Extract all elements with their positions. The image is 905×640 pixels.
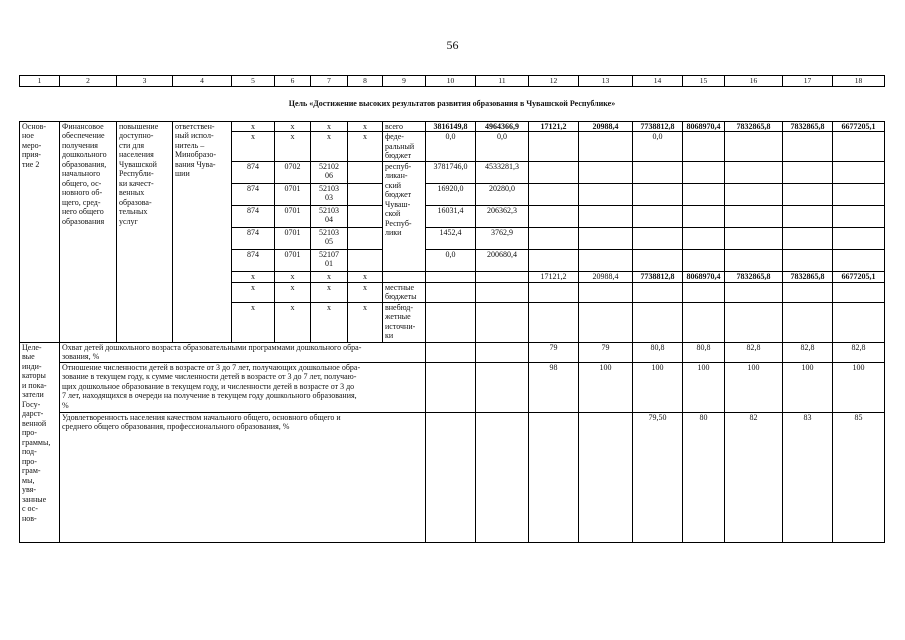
finance-cell [725,183,783,205]
finance-cell [529,205,579,227]
finance-cell [579,205,633,227]
finance-cell: x [275,271,311,282]
finance-cell: 6677205,1 [833,271,885,282]
finance-cell: 7832865,8 [725,271,783,282]
column-number: 16 [725,76,783,87]
finance-cell [633,161,683,183]
finance-cell [683,249,725,271]
finance-cell: 52103 05 [311,227,348,249]
column-number: 12 [529,76,579,87]
finance-cell [633,183,683,205]
indicators-label: Целе- вые инди- каторы и пока- затели Госу- дарст- венной про- граммы, под- про- грам- мы, увя- занные с ос- нов- [20,342,60,542]
finance-cell: x [348,282,383,302]
indicator-cell: 82,8 [725,342,783,362]
indicator-cell: 79 [579,342,633,362]
finance-cell [529,161,579,183]
finance-cell [529,132,579,162]
finance-cell: x [275,282,311,302]
finance-cell: x [311,132,348,162]
finance-cell [833,183,885,205]
finance-cell: 20988,4 [579,121,633,132]
finance-cell: 0,0 [476,132,529,162]
finance-cell: 3762,9 [476,227,529,249]
column-number: 8 [348,76,383,87]
finance-cell: 7832865,8 [783,271,833,282]
finance-cell [426,302,476,342]
finance-cell [833,132,885,162]
finance-cell: 52103 03 [311,183,348,205]
finance-cell [783,227,833,249]
finance-cell [633,227,683,249]
indicator-cell [529,412,579,542]
finance-cell [683,282,725,302]
finance-cell: 7832865,8 [783,121,833,132]
indicator-cell [476,412,529,542]
finance-cell: 874 [232,227,275,249]
finance-cell: x [232,271,275,282]
indicator-cell: 80,8 [633,342,683,362]
finance-cell: 200680,4 [476,249,529,271]
finance-cell [725,161,783,183]
finance-cell [579,132,633,162]
finance-cell: 7832865,8 [725,121,783,132]
finance-cell [579,249,633,271]
finance-cell [529,282,579,302]
main-event-name: Финансовое обеспечение получения дошкольного образования, начального общего, ос- новного об- щего, сред- него общего образования [60,121,117,342]
finance-cell: 3816149,8 [426,121,476,132]
finance-cell [725,205,783,227]
finance-cell: 17121,2 [529,271,579,282]
finance-cell [579,302,633,342]
finance-cell [725,227,783,249]
indicator-cell: 79,50 [633,412,683,542]
finance-cell [348,161,383,183]
finance-cell [725,132,783,162]
finance-row [20,121,885,132]
indicator-cell: 100 [783,362,833,412]
finance-cell [833,205,885,227]
finance-cell: 0,0 [633,132,683,162]
column-number-row [20,76,885,87]
indicator-cell: 82 [725,412,783,542]
finance-cell [683,227,725,249]
finance-cell [579,183,633,205]
column-number: 17 [783,76,833,87]
finance-cell [426,271,476,282]
source-extra: внебюд- жетные источни- ки [383,302,426,342]
finance-cell [579,161,633,183]
finance-cell: x [232,282,275,302]
finance-cell [833,302,885,342]
finance-cell: 0701 [275,183,311,205]
column-number: 2 [60,76,117,87]
finance-cell [683,302,725,342]
source-republic: респуб- ликан- ский бюджет Чуваш- ской Респуб- лики [383,161,426,271]
finance-cell: 16031,4 [426,205,476,227]
goal-title: Цель «Достижение высоких результатов развития образования в Чувашской Республике» [288,98,616,108]
column-number: 13 [579,76,633,87]
indicator-cell: 100 [683,362,725,412]
indicator-row [20,362,885,412]
finance-cell [529,227,579,249]
program-table [19,75,885,543]
finance-cell [833,282,885,302]
column-number: 18 [833,76,885,87]
finance-cell: 7738812,8 [633,271,683,282]
indicator-cell [579,412,633,542]
finance-cell: x [275,302,311,342]
finance-cell: 8068970,4 [683,121,725,132]
finance-cell [725,302,783,342]
indicator-cell: 100 [579,362,633,412]
indicator-cell [426,342,476,362]
main-event-goal: повышение доступно- сти для населения Чувашской Республи- ки качест- венных образова- тельных услуг [117,121,173,342]
finance-cell: 874 [232,249,275,271]
finance-cell [579,282,633,302]
finance-cell: 20988,4 [579,271,633,282]
indicator-row [20,412,885,542]
column-number: 5 [232,76,275,87]
finance-cell [683,205,725,227]
finance-cell: x [232,121,275,132]
finance-cell: 6677205,1 [833,121,885,132]
finance-cell: 52107 01 [311,249,348,271]
finance-cell [348,205,383,227]
main-event-label: Основ- ное меро- прия- тие 2 [20,121,60,342]
page-number: 56 [446,38,459,52]
column-number: 10 [426,76,476,87]
finance-cell [529,183,579,205]
finance-cell: 0702 [275,161,311,183]
finance-cell: 874 [232,205,275,227]
finance-cell [783,132,833,162]
finance-cell [783,302,833,342]
finance-cell [683,161,725,183]
finance-cell [633,282,683,302]
source-federal: феде- ральный бюджет [383,132,426,162]
source-republic-cont [383,271,426,282]
source-local: местные бюджеты [383,282,426,302]
finance-cell: 874 [232,183,275,205]
finance-cell [833,249,885,271]
column-number: 7 [311,76,348,87]
indicator-row [20,342,885,362]
indicator-cell: 79 [529,342,579,362]
main-event-executor: ответствен- ный испол- нитель – Минобразо- вания Чува- шии [173,121,232,342]
column-number: 3 [117,76,173,87]
finance-cell: 52103 04 [311,205,348,227]
finance-cell [529,302,579,342]
finance-cell: 874 [232,161,275,183]
finance-cell: x [275,121,311,132]
finance-cell: x [348,132,383,162]
finance-cell [348,249,383,271]
column-number: 15 [683,76,725,87]
goal-row [20,86,885,121]
finance-cell: 1452,4 [426,227,476,249]
finance-cell: 0701 [275,249,311,271]
indicator-cell: 80 [683,412,725,542]
finance-cell: 20280,0 [476,183,529,205]
finance-cell: 52102 06 [311,161,348,183]
finance-cell [426,282,476,302]
finance-cell [529,249,579,271]
indicator-text: Удовлетворенность населения качеством начального общего, основного общего и среднего общего образования, профессионального образования, % [60,412,426,542]
finance-cell [683,183,725,205]
finance-cell [683,132,725,162]
finance-cell: 17121,2 [529,121,579,132]
indicator-cell: 82,8 [783,342,833,362]
indicator-cell [426,362,476,412]
indicator-text: Отношение численности детей в возрасте от 3 до 7 лет, получающих дошкольное обра- зование в текущем году, к сумме численности детей в возрасте от 3 до 7 лет, получаю- щих дошкольное образование в текущем году, и численности детей в возрасте от 3 до 7 лет, находящихся в очереди на получение в текущем году дошкольного образования, % [60,362,426,412]
finance-cell: x [348,271,383,282]
finance-cell [633,302,683,342]
indicator-text: Охват детей дошкольного возраста образовательными программами дошкольного обра- зования, % [60,342,426,362]
finance-cell [476,271,529,282]
finance-cell [783,183,833,205]
finance-cell: 0,0 [426,249,476,271]
column-number: 1 [20,76,60,87]
finance-cell: x [311,121,348,132]
column-number: 4 [173,76,232,87]
finance-cell: x [311,302,348,342]
finance-cell [783,205,833,227]
finance-cell [833,227,885,249]
finance-cell: x [232,132,275,162]
finance-cell: x [348,302,383,342]
finance-cell [725,249,783,271]
finance-cell: 4533281,3 [476,161,529,183]
indicator-cell [426,412,476,542]
finance-cell: 0,0 [426,132,476,162]
column-number: 6 [275,76,311,87]
finance-cell: 16920,0 [426,183,476,205]
finance-cell: 4964366,9 [476,121,529,132]
finance-cell [725,282,783,302]
finance-cell [833,161,885,183]
indicator-cell: 85 [833,412,885,542]
indicator-cell [476,342,529,362]
finance-cell: x [232,302,275,342]
indicator-cell: 82,8 [833,342,885,362]
column-number: 9 [383,76,426,87]
finance-cell [783,249,833,271]
finance-cell: 7738812,8 [633,121,683,132]
indicator-cell: 83 [783,412,833,542]
finance-cell [348,183,383,205]
finance-cell: x [311,271,348,282]
finance-cell [476,302,529,342]
indicator-cell: 80,8 [683,342,725,362]
finance-cell: 8068970,4 [683,271,725,282]
indicator-cell: 98 [529,362,579,412]
indicator-cell: 100 [633,362,683,412]
indicator-cell [476,362,529,412]
source-total: всего [383,121,426,132]
finance-cell: 0701 [275,205,311,227]
finance-cell: 206362,3 [476,205,529,227]
indicator-cell: 100 [725,362,783,412]
finance-cell: x [311,282,348,302]
indicator-cell: 100 [833,362,885,412]
finance-cell [633,205,683,227]
finance-cell [476,282,529,302]
finance-cell: 0701 [275,227,311,249]
finance-cell: 3781746,0 [426,161,476,183]
column-number: 14 [633,76,683,87]
finance-cell [348,227,383,249]
finance-cell [579,227,633,249]
finance-cell [783,282,833,302]
column-number: 11 [476,76,529,87]
finance-cell [783,161,833,183]
finance-cell: x [348,121,383,132]
finance-cell: x [275,132,311,162]
finance-cell [633,249,683,271]
